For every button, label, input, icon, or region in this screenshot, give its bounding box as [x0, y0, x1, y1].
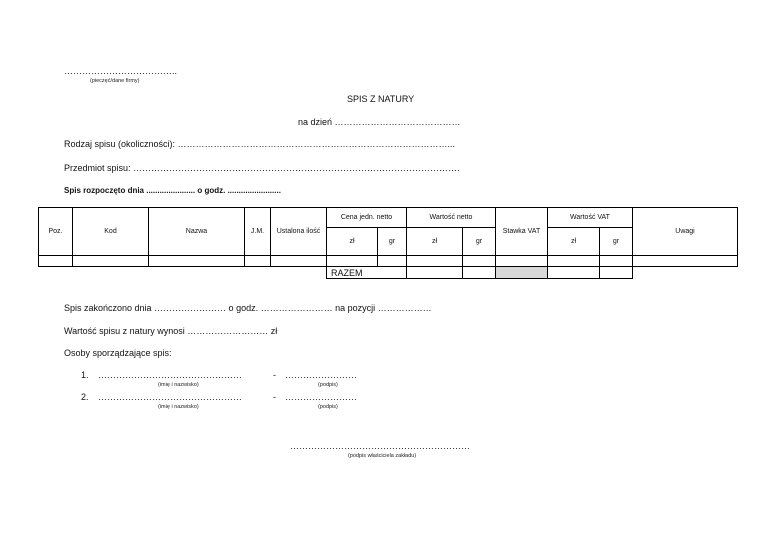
person2-name-caption: (imię i nazwisko) — [158, 404, 199, 410]
total-stawka-cell — [496, 267, 548, 279]
total-row — [39, 267, 738, 279]
person1-signature-line: …………………… — [285, 370, 357, 380]
owner-signature-line: …………………………………………………… — [290, 441, 470, 451]
person1-name-line: ………………………………………… — [98, 370, 242, 380]
stamp-caption: (pieczęć/dane firmy) — [90, 78, 140, 84]
inventory-subject-field: Przedmiot spisu: ………………………………………………………………………………………………. — [64, 163, 460, 173]
date-line: na dzień …………………………………… — [298, 117, 461, 127]
table-row — [39, 256, 738, 267]
header-jm: J.M. — [245, 208, 271, 256]
header-cena: Cena jedn. netto — [327, 208, 407, 228]
person2-signature-line: …………………… — [285, 392, 357, 402]
person2-number: 2. — [81, 392, 89, 402]
total-label: RAZEM — [327, 267, 407, 279]
inventory-end-field: Spis zakończono dnia …………………… o godz. …………………… na pozycji ……………… — [64, 303, 432, 313]
header-stawka: Stawka VAT — [496, 208, 548, 256]
person2-name-line: ………………………………………… — [98, 392, 242, 402]
inventory-type-field: Rodzaj spisu (okoliczności): ………………………………………………………………………………... — [64, 139, 456, 149]
header-vat-zl: zł — [548, 228, 600, 256]
header-ilosc: Ustalona ilość — [271, 208, 327, 256]
header-wartosc-netto: Wartość netto — [407, 208, 496, 228]
header-cena-gr: gr — [378, 228, 407, 256]
owner-signature-caption: (podpis właściciela zakładu) — [348, 453, 417, 459]
header-nazwa: Nazwa — [149, 208, 245, 256]
header-netto-gr: gr — [463, 228, 496, 256]
header-cena-zl: zł — [327, 228, 378, 256]
header-vat-gr: gr — [600, 228, 633, 256]
inventory-value-field: Wartość spisu z natury wynosi ……………………… zł — [64, 326, 278, 336]
person2-signature-caption: (podpis) — [318, 404, 338, 410]
person1-number: 1. — [81, 370, 89, 380]
stamp-line: ……………………………….. — [64, 66, 178, 76]
inventory-table — [38, 207, 738, 279]
person1-name-caption: (imię i nazwisko) — [158, 382, 199, 388]
person1-dash: - — [273, 370, 276, 380]
header-kod: Kod — [73, 208, 149, 256]
inventory-start-field: Spis rozpoczęto dnia ...................... o godz. ........................ — [64, 186, 281, 195]
header-netto-zl: zł — [407, 228, 463, 256]
document-title: SPIS Z NATURY — [347, 94, 415, 104]
person1-signature-caption: (podpis) — [318, 382, 338, 388]
header-wartosc-vat: Wartość VAT — [548, 208, 633, 228]
persons-label: Osoby sporządzające spis: — [64, 348, 172, 358]
person2-dash: - — [273, 392, 276, 402]
header-poz: Poz. — [39, 208, 73, 256]
header-uwagi: Uwagi — [633, 208, 738, 256]
